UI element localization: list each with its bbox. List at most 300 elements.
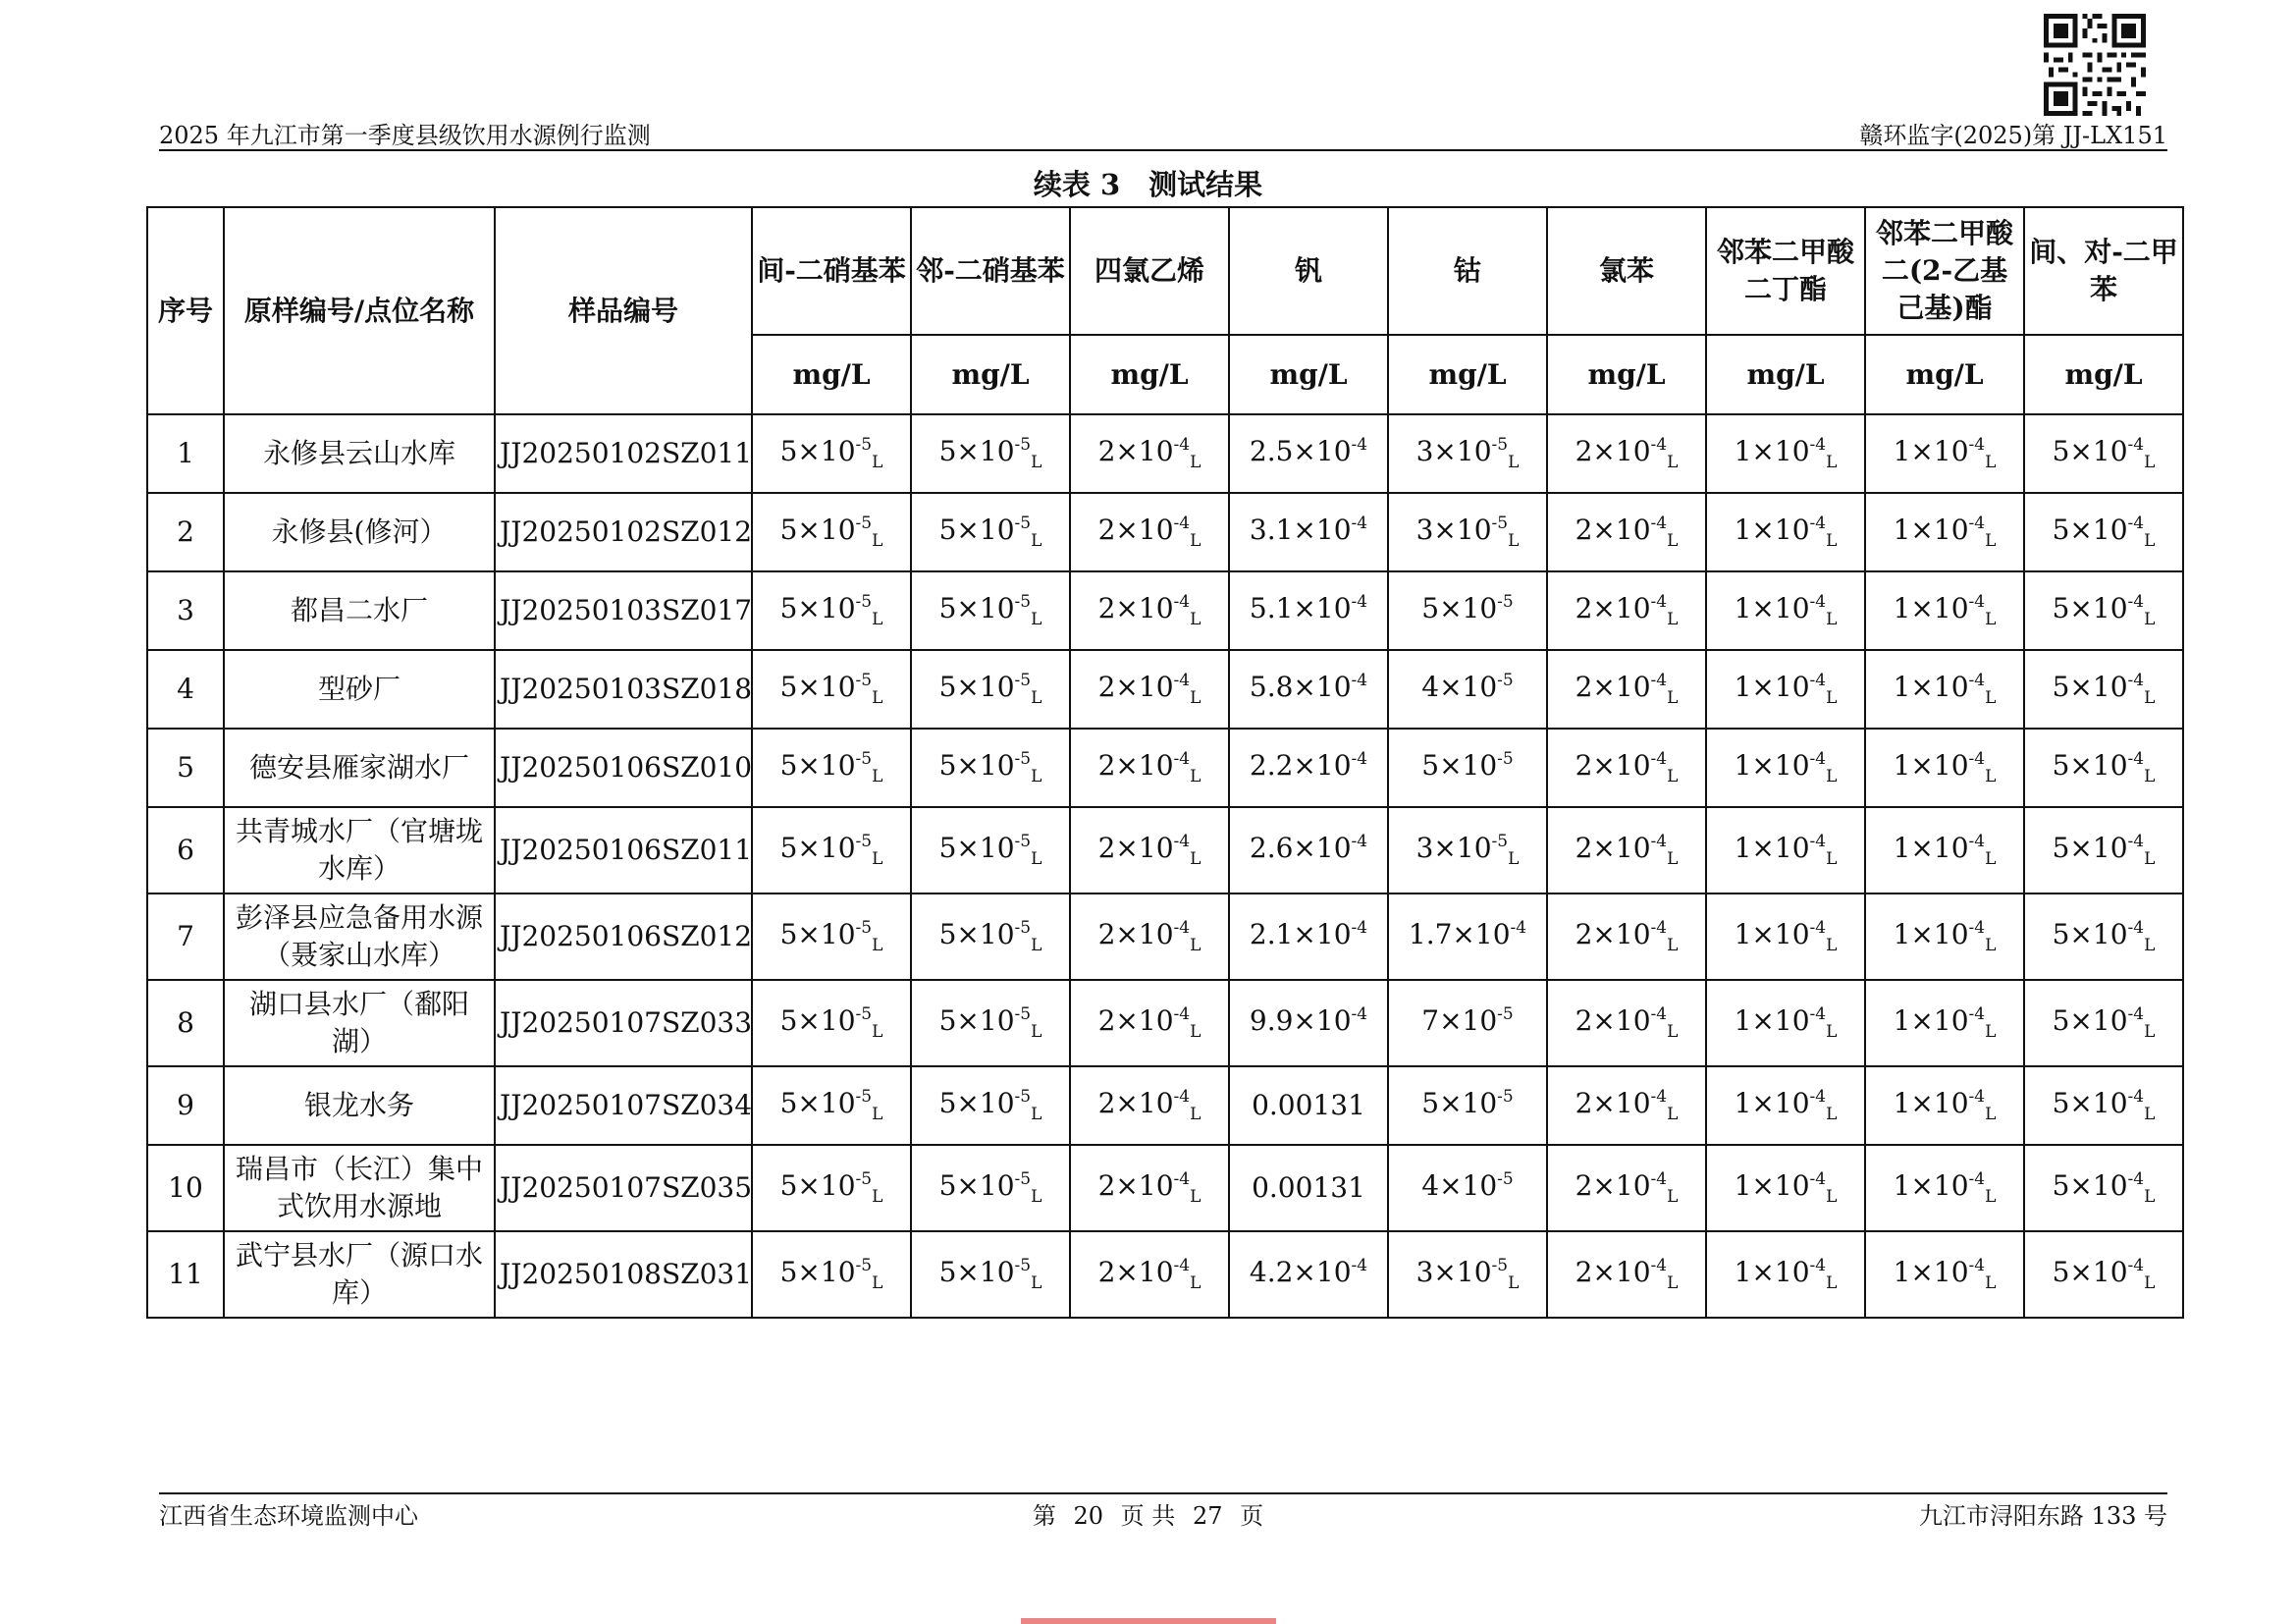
unit-cell: mg/L: [911, 335, 1070, 414]
value-mantissa: 2×10: [1575, 832, 1651, 864]
value-exponent: -4: [1650, 1256, 1668, 1275]
below-detection-flag: L: [872, 688, 883, 708]
site-cell: 彭泽县应急备用水源（聂家山水库）: [224, 893, 495, 980]
unit-cell: mg/L: [2024, 335, 2183, 414]
unit-cell: mg/L: [1388, 335, 1547, 414]
value-exponent: -5: [1497, 1169, 1514, 1189]
value-mantissa: 2×10: [1097, 1087, 1174, 1119]
seq-cell: 2: [147, 493, 224, 571]
sample-id-cell: JJ20250107SZ035: [495, 1145, 752, 1231]
results-table: [146, 206, 2184, 1319]
value-cell: [2024, 893, 2183, 980]
value-mantissa: 1×10: [1893, 749, 1969, 782]
table-body: [147, 414, 2183, 1318]
value-exponent: -5: [1014, 671, 1032, 690]
value-cell: [911, 980, 1070, 1066]
page-total: 27: [1192, 1502, 1223, 1530]
value-cell: [911, 893, 1070, 980]
below-detection-flag: L: [1985, 531, 1997, 551]
value-cell: [911, 493, 1070, 571]
value-exponent: -4: [1968, 918, 1986, 938]
value-mantissa: 5.8×10: [1249, 671, 1352, 703]
below-detection-flag: L: [1190, 453, 1201, 472]
value-mantissa: 5×10: [938, 1004, 1015, 1037]
below-detection-flag: L: [1667, 1273, 1679, 1293]
column-header-param: 间、对-二甲苯: [2024, 207, 2183, 335]
value-cell: [1865, 414, 2024, 493]
sample-id-cell: JJ20250107SZ034: [495, 1066, 752, 1145]
footer-rule: [159, 1492, 2167, 1494]
value-mantissa: 3.1×10: [1249, 514, 1352, 546]
value-exponent: -4: [1351, 671, 1368, 690]
below-detection-flag: L: [2144, 767, 2156, 786]
below-detection-flag: L: [1190, 1105, 1201, 1124]
value-exponent: -4: [2127, 832, 2145, 851]
below-detection-flag: L: [1190, 610, 1201, 629]
value-cell: [1229, 893, 1388, 980]
table-row: [147, 1066, 2183, 1145]
value-mantissa: 5×10: [2052, 1256, 2128, 1288]
value-mantissa: 1×10: [1893, 592, 1969, 624]
value-exponent: -4: [1968, 832, 1986, 851]
column-header-param: 钒: [1229, 207, 1388, 335]
below-detection-flag: L: [1985, 453, 1997, 472]
report-number: 赣环监字(2025)第 JJ-LX151: [1859, 122, 2167, 149]
seq-cell: 4: [147, 650, 224, 729]
sample-id-cell: JJ20250106SZ011: [495, 807, 752, 893]
below-detection-flag: L: [1031, 1273, 1042, 1293]
value-exponent: -4: [1968, 749, 1986, 769]
column-header-param: 间-二硝基苯: [752, 207, 911, 335]
value-exponent: -5: [855, 832, 873, 851]
below-detection-flag: L: [1031, 1105, 1042, 1124]
below-detection-flag: L: [1508, 1273, 1520, 1293]
value-exponent: -4: [2127, 435, 2145, 455]
value-cell: [911, 1145, 1070, 1231]
value-exponent: -5: [1014, 832, 1032, 851]
value-mantissa: 2×10: [1575, 1256, 1651, 1288]
header-rule: [159, 149, 2167, 151]
column-header-param: 邻苯二甲酸二(2-乙基己基)酯: [1865, 207, 2024, 335]
below-detection-flag: L: [2144, 610, 2156, 629]
value-exponent: -4: [2127, 1004, 2145, 1024]
value-exponent: -5: [855, 514, 873, 533]
below-detection-flag: L: [1826, 453, 1838, 472]
value-exponent: -4: [1968, 435, 1986, 455]
table-row: [147, 414, 2183, 493]
value-exponent: -4: [1650, 1169, 1668, 1189]
value-cell: [1229, 571, 1388, 650]
value-cell: [752, 414, 911, 493]
site-cell: 永修县云山水库: [224, 414, 495, 493]
value-exponent: -4: [1968, 1004, 1986, 1024]
below-detection-flag: L: [1667, 1022, 1679, 1042]
value-mantissa: 3×10: [1415, 435, 1492, 467]
below-detection-flag: L: [1190, 767, 1201, 786]
value-exponent: -4: [1351, 1256, 1368, 1275]
seq-cell: 7: [147, 893, 224, 980]
value-mantissa: 5×10: [779, 1087, 856, 1119]
site-cell: 型砂厂: [224, 650, 495, 729]
seq-cell: 3: [147, 571, 224, 650]
value-mantissa: 5.1×10: [1249, 592, 1352, 624]
value-mantissa: 5×10: [779, 832, 856, 864]
value-mantissa: 1×10: [1893, 1169, 1969, 1202]
value-mantissa: 0.00131: [1252, 1171, 1365, 1204]
value-cell: [1865, 571, 2024, 650]
below-detection-flag: L: [1826, 610, 1838, 629]
value-exponent: -4: [1650, 435, 1668, 455]
value-cell: [2024, 729, 2183, 807]
value-cell: [1865, 493, 2024, 571]
value-mantissa: 5×10: [779, 435, 856, 467]
below-detection-flag: L: [1508, 531, 1520, 551]
below-detection-flag: L: [2144, 453, 2156, 472]
value-cell: [1865, 1066, 2024, 1145]
value-mantissa: 5×10: [2052, 514, 2128, 546]
below-detection-flag: L: [1190, 531, 1201, 551]
value-mantissa: 5×10: [1421, 1087, 1498, 1119]
value-mantissa: 2×10: [1097, 671, 1174, 703]
value-cell: [1388, 893, 1547, 980]
column-header-param: 邻-二硝基苯: [911, 207, 1070, 335]
value-mantissa: 2×10: [1575, 749, 1651, 782]
below-detection-flag: L: [1190, 849, 1201, 869]
value-exponent: -5: [1491, 514, 1509, 533]
value-exponent: -5: [1014, 1087, 1032, 1107]
value-exponent: -4: [1650, 1087, 1668, 1107]
value-mantissa: 5×10: [779, 671, 856, 703]
value-mantissa: 1×10: [1893, 1004, 1969, 1037]
value-exponent: -5: [855, 1256, 873, 1275]
below-detection-flag: L: [1190, 1187, 1201, 1207]
value-mantissa: 5×10: [779, 1004, 856, 1037]
value-exponent: -4: [1809, 918, 1827, 938]
value-cell: [1547, 650, 1706, 729]
header-row: [147, 207, 2183, 335]
below-detection-flag: L: [1985, 1105, 1997, 1124]
value-mantissa: 1×10: [1734, 671, 1810, 703]
value-cell: [1865, 1231, 2024, 1318]
value-mantissa: 1×10: [1734, 1256, 1810, 1288]
value-exponent: -4: [1351, 435, 1368, 455]
value-mantissa: 5×10: [938, 749, 1015, 782]
below-detection-flag: L: [872, 936, 883, 955]
value-mantissa: 1×10: [1734, 1087, 1810, 1119]
below-detection-flag: L: [1985, 688, 1997, 708]
value-cell: [1229, 650, 1388, 729]
below-detection-flag: L: [1031, 688, 1042, 708]
below-detection-flag: L: [1826, 936, 1838, 955]
value-cell: [1388, 571, 1547, 650]
value-mantissa: 1×10: [1734, 435, 1810, 467]
value-mantissa: 2.6×10: [1249, 832, 1352, 864]
value-exponent: -4: [1173, 435, 1191, 455]
value-exponent: -5: [855, 749, 873, 769]
value-mantissa: 1.7×10: [1408, 918, 1511, 950]
value-mantissa: 1×10: [1893, 1087, 1969, 1119]
report-title: 2025 年九江市第一季度县级饮用水源例行监测: [159, 122, 651, 149]
value-exponent: -4: [1351, 592, 1368, 612]
sample-id-cell: JJ20250103SZ017: [495, 571, 752, 650]
value-cell: [2024, 414, 2183, 493]
below-detection-flag: L: [1985, 610, 1997, 629]
value-exponent: -5: [855, 1169, 873, 1189]
value-mantissa: 5×10: [938, 514, 1015, 546]
value-mantissa: 5×10: [938, 1256, 1015, 1288]
column-header-param: 氯苯: [1547, 207, 1706, 335]
sample-id-cell: JJ20250108SZ031: [495, 1231, 752, 1318]
value-cell: [1865, 1145, 2024, 1231]
sample-id-cell: JJ20250106SZ010: [495, 729, 752, 807]
seq-cell: 9: [147, 1066, 224, 1145]
value-exponent: -4: [1351, 918, 1368, 938]
value-exponent: -4: [1173, 1169, 1191, 1189]
value-mantissa: 5×10: [2052, 1004, 2128, 1037]
value-cell: [1865, 893, 2024, 980]
value-exponent: -4: [1809, 592, 1827, 612]
value-exponent: -4: [2127, 592, 2145, 612]
below-detection-flag: L: [872, 1022, 883, 1042]
value-cell: [1547, 571, 1706, 650]
value-exponent: -5: [1014, 918, 1032, 938]
value-exponent: -4: [1173, 832, 1191, 851]
value-exponent: -5: [855, 592, 873, 612]
value-exponent: -4: [1650, 749, 1668, 769]
value-exponent: -4: [2127, 1087, 2145, 1107]
below-detection-flag: L: [1667, 1187, 1679, 1207]
column-header-param: 邻苯二甲酸二丁酯: [1706, 207, 1865, 335]
value-mantissa: 5×10: [938, 592, 1015, 624]
value-exponent: -4: [1173, 918, 1191, 938]
below-detection-flag: L: [1826, 1187, 1838, 1207]
value-exponent: -4: [2127, 749, 2145, 769]
below-detection-flag: L: [1667, 688, 1679, 708]
below-detection-flag: L: [1508, 849, 1520, 869]
below-detection-flag: L: [1826, 767, 1838, 786]
below-detection-flag: L: [1667, 453, 1679, 472]
value-exponent: -4: [1968, 1087, 1986, 1107]
site-cell: 都昌二水厂: [224, 571, 495, 650]
value-cell: [1865, 729, 2024, 807]
value-mantissa: 5×10: [779, 918, 856, 950]
value-exponent: -5: [1014, 749, 1032, 769]
value-exponent: -4: [1809, 671, 1827, 690]
value-cell: [752, 980, 911, 1066]
below-detection-flag: L: [1826, 1022, 1838, 1042]
value-cell: [752, 650, 911, 729]
value-exponent: -4: [1173, 592, 1191, 612]
value-mantissa: 2×10: [1097, 435, 1174, 467]
footer-organization: 江西省生态环境监测中心: [159, 1502, 418, 1530]
value-cell: [911, 1066, 1070, 1145]
value-mantissa: 2×10: [1575, 1169, 1651, 1202]
table-caption: 续表 3 测试结果: [1033, 168, 1263, 201]
site-cell: 瑞昌市（长江）集中式饮用水源地: [224, 1145, 495, 1231]
value-exponent: -4: [2127, 918, 2145, 938]
below-detection-flag: L: [1667, 849, 1679, 869]
value-exponent: -5: [855, 918, 873, 938]
value-mantissa: 5×10: [938, 1087, 1015, 1119]
value-mantissa: 1×10: [1893, 832, 1969, 864]
value-cell: [1706, 1066, 1865, 1145]
footer-address: 九江市浔阳东路 133 号: [1918, 1502, 2167, 1530]
value-cell: [911, 571, 1070, 650]
value-mantissa: 7×10: [1421, 1004, 1498, 1037]
below-detection-flag: L: [1190, 688, 1201, 708]
value-cell: [1070, 1145, 1229, 1231]
value-mantissa: 5×10: [779, 1169, 856, 1202]
value-exponent: -4: [1809, 832, 1827, 851]
value-mantissa: 3×10: [1415, 1256, 1492, 1288]
value-mantissa: 5×10: [938, 918, 1015, 950]
value-mantissa: 1×10: [1893, 918, 1969, 950]
value-cell: [1229, 980, 1388, 1066]
value-cell: [1388, 1145, 1547, 1231]
value-cell: [2024, 807, 2183, 893]
below-detection-flag: L: [872, 1105, 883, 1124]
table-row: [147, 650, 2183, 729]
page-suffix: 页: [1240, 1502, 1264, 1530]
below-detection-flag: L: [1190, 1273, 1201, 1293]
below-detection-flag: L: [1667, 610, 1679, 629]
unit-cell: mg/L: [752, 335, 911, 414]
below-detection-flag: L: [1985, 1273, 1997, 1293]
value-mantissa: 1×10: [1893, 671, 1969, 703]
below-detection-flag: L: [872, 849, 883, 869]
table-row: [147, 493, 2183, 571]
below-detection-flag: L: [2144, 688, 2156, 708]
below-detection-flag: L: [2144, 1273, 2156, 1293]
value-cell: [1706, 1145, 1865, 1231]
value-exponent: -5: [1497, 671, 1514, 690]
table-row: [147, 1145, 2183, 1231]
seq-cell: 10: [147, 1145, 224, 1231]
below-detection-flag: L: [1667, 767, 1679, 786]
value-cell: [752, 893, 911, 980]
value-exponent: -4: [1650, 1004, 1668, 1024]
below-detection-flag: L: [872, 453, 883, 472]
value-mantissa: 2.1×10: [1249, 918, 1352, 950]
value-cell: [1229, 1066, 1388, 1145]
value-cell: [1388, 414, 1547, 493]
below-detection-flag: L: [1031, 531, 1042, 551]
value-exponent: -4: [1351, 514, 1368, 533]
value-cell: [911, 650, 1070, 729]
below-detection-flag: L: [1985, 936, 1997, 955]
value-mantissa: 1×10: [1734, 1004, 1810, 1037]
value-mantissa: 1×10: [1893, 514, 1969, 546]
value-cell: [1547, 1231, 1706, 1318]
value-cell: [1706, 729, 1865, 807]
below-detection-flag: L: [1031, 767, 1042, 786]
below-detection-flag: L: [2144, 936, 2156, 955]
value-cell: [1070, 893, 1229, 980]
value-cell: [1865, 807, 2024, 893]
column-header-param: 四氯乙烯: [1070, 207, 1229, 335]
value-cell: [1706, 807, 1865, 893]
below-detection-flag: L: [1508, 453, 1520, 472]
value-mantissa: 1×10: [1734, 749, 1810, 782]
value-exponent: -4: [1968, 592, 1986, 612]
sample-id-cell: JJ20250103SZ018: [495, 650, 752, 729]
value-mantissa: 5×10: [2052, 918, 2128, 950]
value-exponent: -4: [1173, 1004, 1191, 1024]
value-mantissa: 5×10: [1421, 749, 1498, 782]
value-cell: [1388, 650, 1547, 729]
value-cell: [911, 729, 1070, 807]
value-mantissa: 2×10: [1097, 749, 1174, 782]
page-mid: 页 共: [1120, 1502, 1176, 1530]
value-exponent: -4: [1351, 832, 1368, 851]
value-exponent: -4: [2127, 1169, 2145, 1189]
below-detection-flag: L: [872, 610, 883, 629]
below-detection-flag: L: [2144, 1187, 2156, 1207]
value-exponent: -4: [1650, 592, 1668, 612]
value-exponent: -5: [1014, 592, 1032, 612]
value-mantissa: 2×10: [1097, 1256, 1174, 1288]
site-cell: 德安县雁家湖水厂: [224, 729, 495, 807]
value-exponent: -4: [1650, 514, 1668, 533]
value-exponent: -4: [1650, 832, 1668, 851]
below-detection-flag: L: [1667, 1105, 1679, 1124]
column-header-seq: 序号: [147, 207, 224, 414]
value-cell: [911, 414, 1070, 493]
value-exponent: -4: [1650, 918, 1668, 938]
value-cell: [1547, 893, 1706, 980]
value-cell: [752, 1066, 911, 1145]
value-mantissa: 5×10: [2052, 671, 2128, 703]
value-exponent: -5: [1014, 1004, 1032, 1024]
below-detection-flag: L: [1031, 610, 1042, 629]
value-mantissa: 5×10: [779, 749, 856, 782]
below-detection-flag: L: [2144, 1022, 2156, 1042]
value-cell: [1706, 893, 1865, 980]
value-cell: [1706, 493, 1865, 571]
value-mantissa: 5×10: [2052, 435, 2128, 467]
value-cell: [1070, 493, 1229, 571]
value-cell: [752, 1145, 911, 1231]
value-exponent: -4: [1351, 1004, 1368, 1024]
site-cell: 永修县(修河）: [224, 493, 495, 571]
site-cell: 湖口县水厂（鄱阳湖）: [224, 980, 495, 1066]
value-cell: [1070, 650, 1229, 729]
value-mantissa: 3×10: [1415, 832, 1492, 864]
value-mantissa: 3×10: [1415, 514, 1492, 546]
value-cell: [1229, 1145, 1388, 1231]
table-row: [147, 980, 2183, 1066]
value-cell: [1070, 414, 1229, 493]
table-row: [147, 807, 2183, 893]
value-cell: [1865, 650, 2024, 729]
value-mantissa: 2×10: [1097, 592, 1174, 624]
value-mantissa: 2×10: [1575, 435, 1651, 467]
value-cell: [1547, 414, 1706, 493]
value-exponent: -4: [1173, 514, 1191, 533]
value-mantissa: 1×10: [1893, 435, 1969, 467]
value-exponent: -5: [1491, 832, 1509, 851]
value-exponent: -4: [1968, 1169, 1986, 1189]
value-mantissa: 2×10: [1575, 671, 1651, 703]
value-mantissa: 9.9×10: [1249, 1004, 1352, 1037]
value-exponent: -4: [1510, 918, 1527, 938]
seq-cell: 11: [147, 1231, 224, 1318]
value-cell: [1865, 980, 2024, 1066]
value-cell: [752, 571, 911, 650]
value-mantissa: 5×10: [2052, 1087, 2128, 1119]
below-detection-flag: L: [1190, 1022, 1201, 1042]
sample-id-cell: JJ20250106SZ012: [495, 893, 752, 980]
